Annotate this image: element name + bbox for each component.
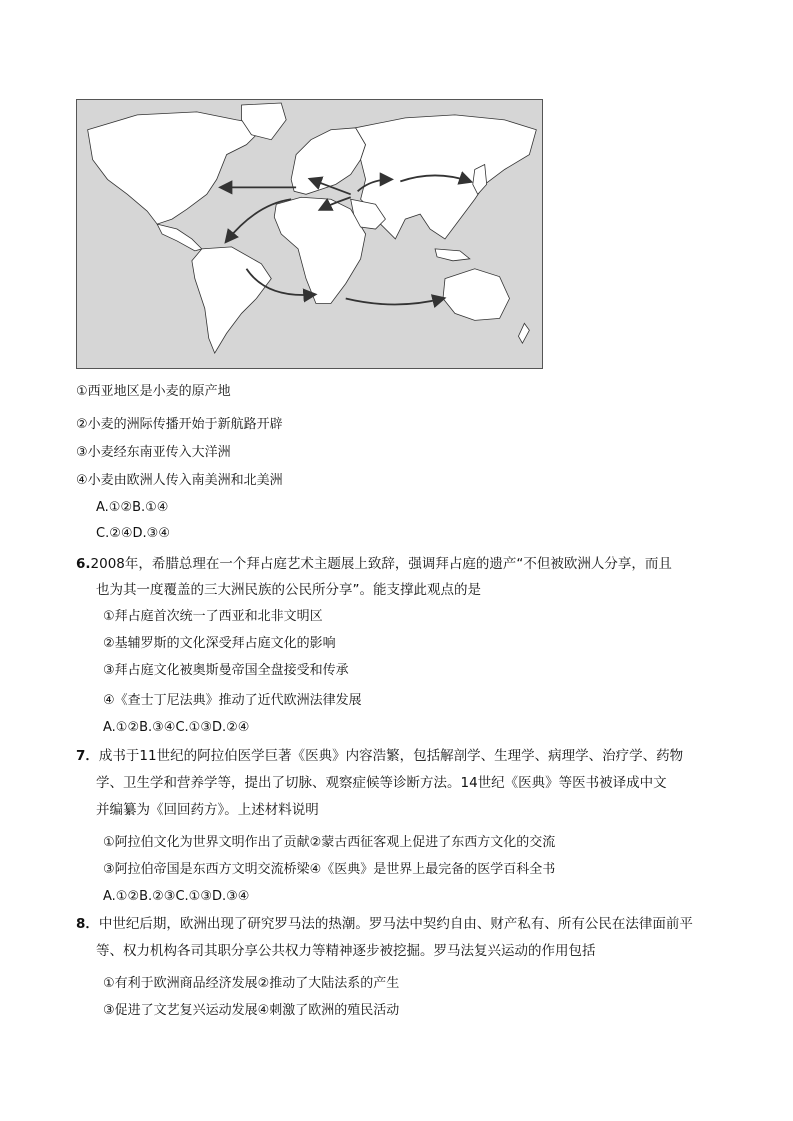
q8-stem-line-1 — [76, 915, 693, 933]
wheat-spread-world-map — [76, 99, 543, 369]
q8-statements-line-1: ①有利于欧洲商品经济发展②推动了大陆法系的产生 — [103, 976, 400, 991]
q5-options-ab[interactable]: A.①②B.①④ — [96, 500, 169, 515]
q5-statement-1: ①西亚地区是小麦的原产地 — [76, 384, 231, 399]
q6-statement-2: ②基辅罗斯的文化深受拜占庭文化的影响 — [103, 636, 336, 651]
q6-statement-1: ①拜占庭首次统一了西亚和北非文明区 — [103, 609, 323, 624]
q6-statement-4: ④《查士丁尼法典》推动了近代欧洲法律发展 — [103, 693, 362, 708]
q8-number: 8． — [76, 916, 99, 932]
q7-statements-line-2: ③阿拉伯帝国是东西方文明交流桥梁④《医典》是世界上最完备的医学百科全书 — [103, 862, 556, 877]
q7-stem-line-3: 并编纂为《回回药方》。上述材料说明 — [96, 802, 319, 818]
new-zealand-landmass — [518, 323, 529, 343]
world-map-illustration — [77, 100, 542, 368]
south-america-landmass — [192, 247, 271, 353]
southeast-asia-islands — [435, 249, 470, 261]
q6-number: 6. — [76, 556, 91, 572]
q5-statement-4: ④小麦由欧洲人传入南美洲和北美洲 — [76, 473, 283, 488]
q7-stem-line-2: 学、卫生学和营养学等，提出了切脉、观察症候等诊断方法。14世纪《医典》等医书被译成中文 — [96, 775, 667, 791]
africa-landmass — [274, 197, 365, 303]
q8-stem-line-2: 等、权力机构各司其职分享公共权力等精神逐步被挖掘。罗马法复兴运动的作用包括 — [96, 943, 596, 959]
q6-statement-3: ③拜占庭文化被奥斯曼帝国全盘接受和传承 — [103, 663, 349, 678]
q7-stem-text-1: 成书于11世纪的阿拉伯医学巨著《医典》内容浩繁，包括解剖学、生理学、病理学、治疗学、药物 — [98, 748, 684, 764]
australia-landmass — [443, 269, 510, 321]
q7-stem-line-1 — [76, 747, 683, 765]
q7-options[interactable]: A.①②B.②③C.①③D.③④ — [103, 889, 250, 904]
q8-statements-line-2: ③促进了文艺复兴运动发展④刺激了欧洲的殖民活动 — [103, 1003, 400, 1018]
arrow-south-africa-to-australia — [346, 299, 443, 305]
central-america-landmass — [157, 224, 202, 251]
q6-stem-line-1 — [76, 555, 672, 573]
north-america-landmass — [88, 112, 267, 224]
q7-number: 7． — [76, 748, 99, 764]
europe-landmass — [291, 128, 365, 195]
q6-options[interactable]: A.①②B.③④C.①③D.②④ — [103, 720, 250, 735]
q7-statements-line-1: ①阿拉伯文化为世界文明作出了贡献②蒙古西征客观上促进了东西方文化的交流 — [103, 835, 556, 850]
q8-stem-text-1: 中世纪后期，欧洲出现了研究罗马法的热潮。罗马法中契约自由、财产私有、所有公民在法律面前平 — [98, 916, 693, 932]
q6-stem-text-1: 2008年，希腊总理在一个拜占庭艺术主题展上致辞，强调拜占庭的遗产“不但被欧洲人分享，而且 — [90, 556, 672, 572]
q5-statement-2: ②小麦的洲际传播开始于新航路开辟 — [76, 417, 283, 432]
q5-options-cd[interactable]: C.②④D.③④ — [96, 526, 170, 541]
q6-stem-line-2: 也为其一度覆盖的三大洲民族的公民所分享”。能支撑此观点的是 — [96, 582, 481, 598]
q5-statement-3: ③小麦经东南亚传入大洋洲 — [76, 445, 231, 460]
